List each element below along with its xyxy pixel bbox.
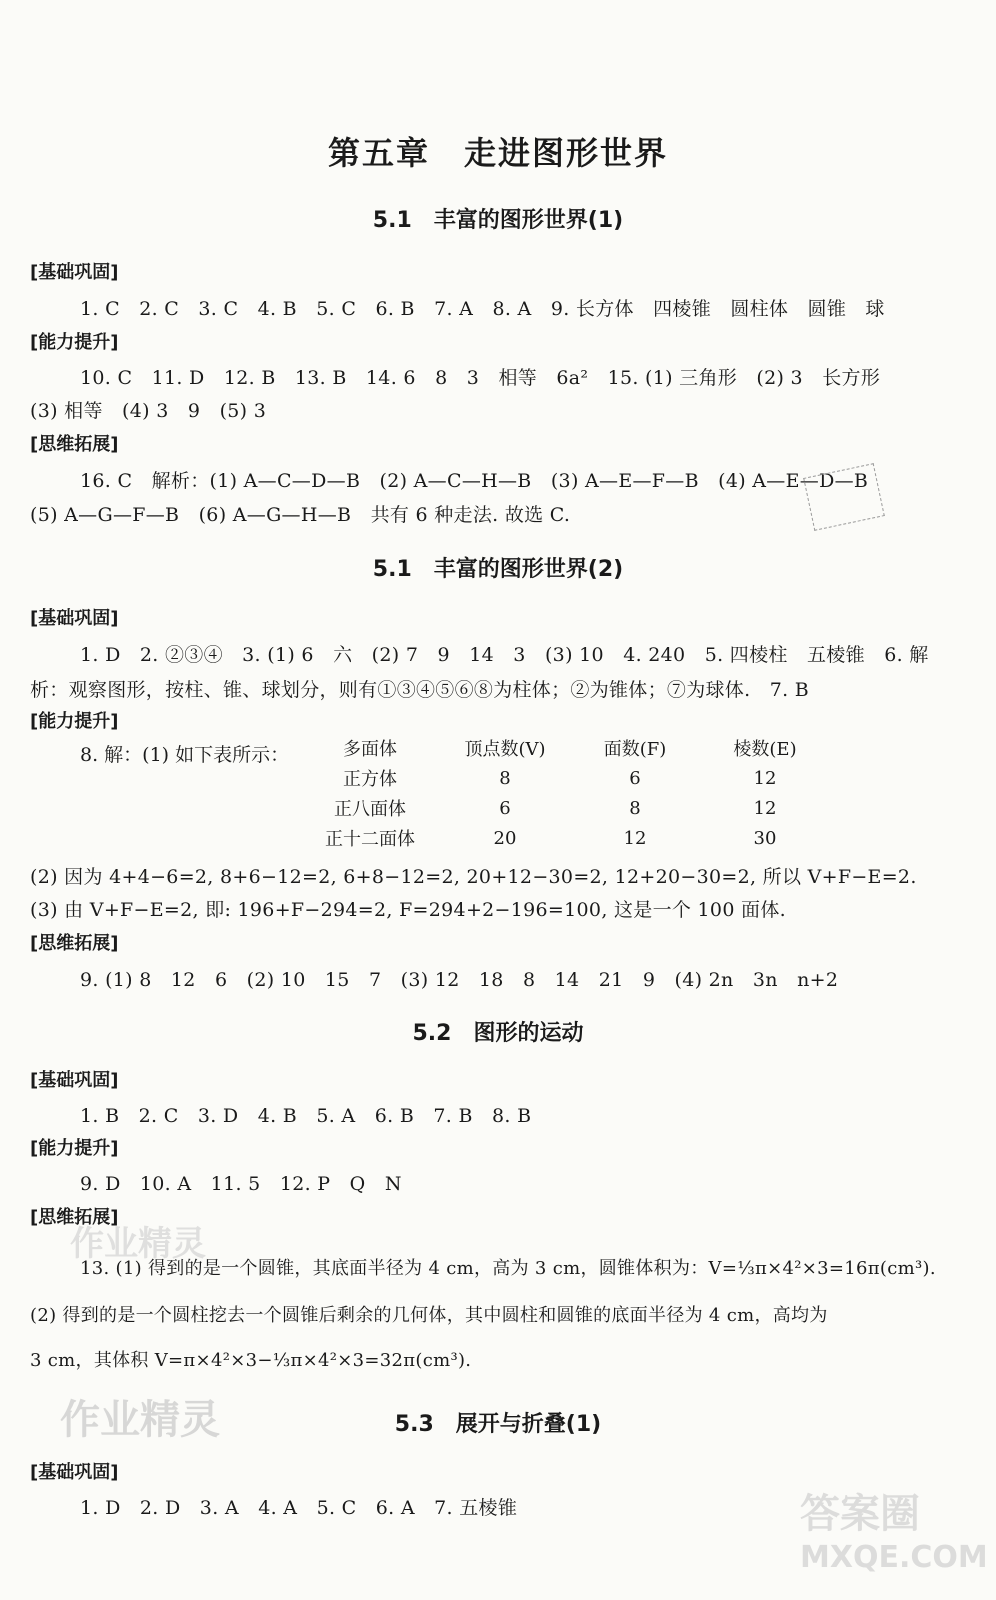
question-lead: 8. 解：(1) 如下表所示： [80, 744, 290, 766]
answer-line: 10. C 11. D 12. B 13. B 14. 6 8 3 相等 6a² 15. (1) 三角形 (2) 3 长方形 [80, 367, 881, 389]
section-title: 5.2 图形的运动 [412, 1021, 584, 1046]
table-row [300, 763, 830, 793]
table-cell: 12 [623, 827, 647, 849]
answer-line: (3) 相等 (4) 3 9 (5) 3 [30, 400, 267, 422]
answer-line: (5) A—G—F—B (6) A—G—H—B 共有 6 种走法. 故选 C. [30, 504, 571, 526]
table-cell: 正方体 [343, 769, 397, 790]
section-tag: [能力提升] [30, 711, 119, 732]
answer-line: 1. D 2. ②③④ 3. (1) 6 六 (2) 7 9 14 3 (3) 10 4. 240 5. 四棱柱 五棱锥 6. 解 [80, 644, 929, 666]
answer-line: 1. B 2. C 3. D 4. B 5. A 6. B 7. B 8. B [80, 1105, 532, 1127]
table-header-cell: 面数(F) [603, 739, 667, 760]
table-cell: 8 [629, 797, 641, 819]
section-tag: [基础巩固] [30, 262, 119, 283]
section-tag: [思维拓展] [30, 933, 119, 954]
section-tag: [基础巩固] [30, 608, 119, 629]
watermark: 作业精灵 [60, 1397, 220, 1443]
answer-line: 1. C 2. C 3. C 4. B 5. C 6. B 7. A 8. A 9. 长方体 四棱锥 圆柱体 圆锥 球 [80, 298, 885, 320]
section-tag: [能力提升] [30, 1138, 119, 1159]
table-header-row [300, 733, 830, 763]
answer-line: (3) 由 V+F−E=2, 即: 196+F−294=2, F=294+2−196=100, 这是一个 100 面体. [30, 899, 786, 921]
table-row [300, 823, 830, 853]
watermark: MXQE.COM [800, 1540, 988, 1575]
table-cell: 12 [753, 797, 777, 819]
watermark: 作业精灵 [70, 1224, 206, 1264]
answer-line: 16. C 解析：(1) A—C—D—B (2) A—C—H—B (3) A—E—F—B (4) A—E—D—B [80, 470, 869, 492]
section-title: 5.3 展开与折叠(1) [394, 1412, 602, 1437]
table-header-cell: 顶点数(V) [464, 739, 546, 760]
section-tag: [思维拓展] [30, 434, 119, 455]
section-title: 5.1 丰富的图形世界(2) [372, 557, 624, 582]
section-tag: [基础巩固] [30, 1462, 119, 1483]
answer-line: (2) 因为 4+4−6=2, 8+6−12=2, 6+8−12=2, 20+12−30=2, 12+20−30=2, 所以 V+F−E=2. [30, 866, 917, 888]
answer-line: 1. D 2. D 3. A 4. A 5. C 6. A 7. 五棱锥 [80, 1497, 518, 1519]
table-cell: 正十二面体 [325, 829, 415, 850]
section-tag: [思维拓展] [30, 1207, 119, 1228]
table-header-cell: 棱数(E) [733, 739, 797, 760]
table-cell: 20 [493, 827, 517, 849]
answer-line: 9. D 10. A 11. 5 12. P Q N [80, 1173, 402, 1195]
table-row [300, 793, 830, 823]
table-cell: 正八面体 [334, 799, 406, 820]
table-cell: 30 [753, 827, 777, 849]
section-title: 5.1 丰富的图形世界(1) [372, 208, 624, 233]
section-tag: [基础巩固] [30, 1070, 119, 1091]
chapter-title: 第五章 走进图形世界 [327, 134, 668, 172]
polyhedron-table [300, 733, 830, 853]
table-header-cell: 多面体 [343, 739, 397, 760]
table-cell: 6 [629, 767, 641, 789]
section-tag: [能力提升] [30, 332, 119, 353]
answer-line: 3 cm，其体积 V=π×4²×3−⅓π×4²×3=32π(cm³). [30, 1350, 472, 1371]
watermark: 答案圈 [800, 1491, 920, 1537]
table-cell: 6 [499, 797, 511, 819]
answer-line: 析：观察图形，按柱、锥、球划分，则有①③④⑤⑥⑧为柱体；②为锥体；⑦为球体. 7. B [30, 679, 810, 701]
table-cell: 12 [753, 767, 777, 789]
answer-line: 9. (1) 8 12 6 (2) 10 15 7 (3) 12 18 8 14 21 9 (4) 2n 3n n+2 [80, 969, 839, 991]
answer-line: 13. (1) 得到的是一个圆锥，其底面半径为 4 cm，高为 3 cm，圆锥体积为：V=⅓π×4²×3=16π(cm³). [80, 1258, 936, 1279]
table-cell: 8 [499, 767, 511, 789]
answer-line: (2) 得到的是一个圆柱挖去一个圆锥后剩余的几何体，其中圆柱和圆锥的底面半径为 4 cm，高均为 [30, 1305, 828, 1326]
